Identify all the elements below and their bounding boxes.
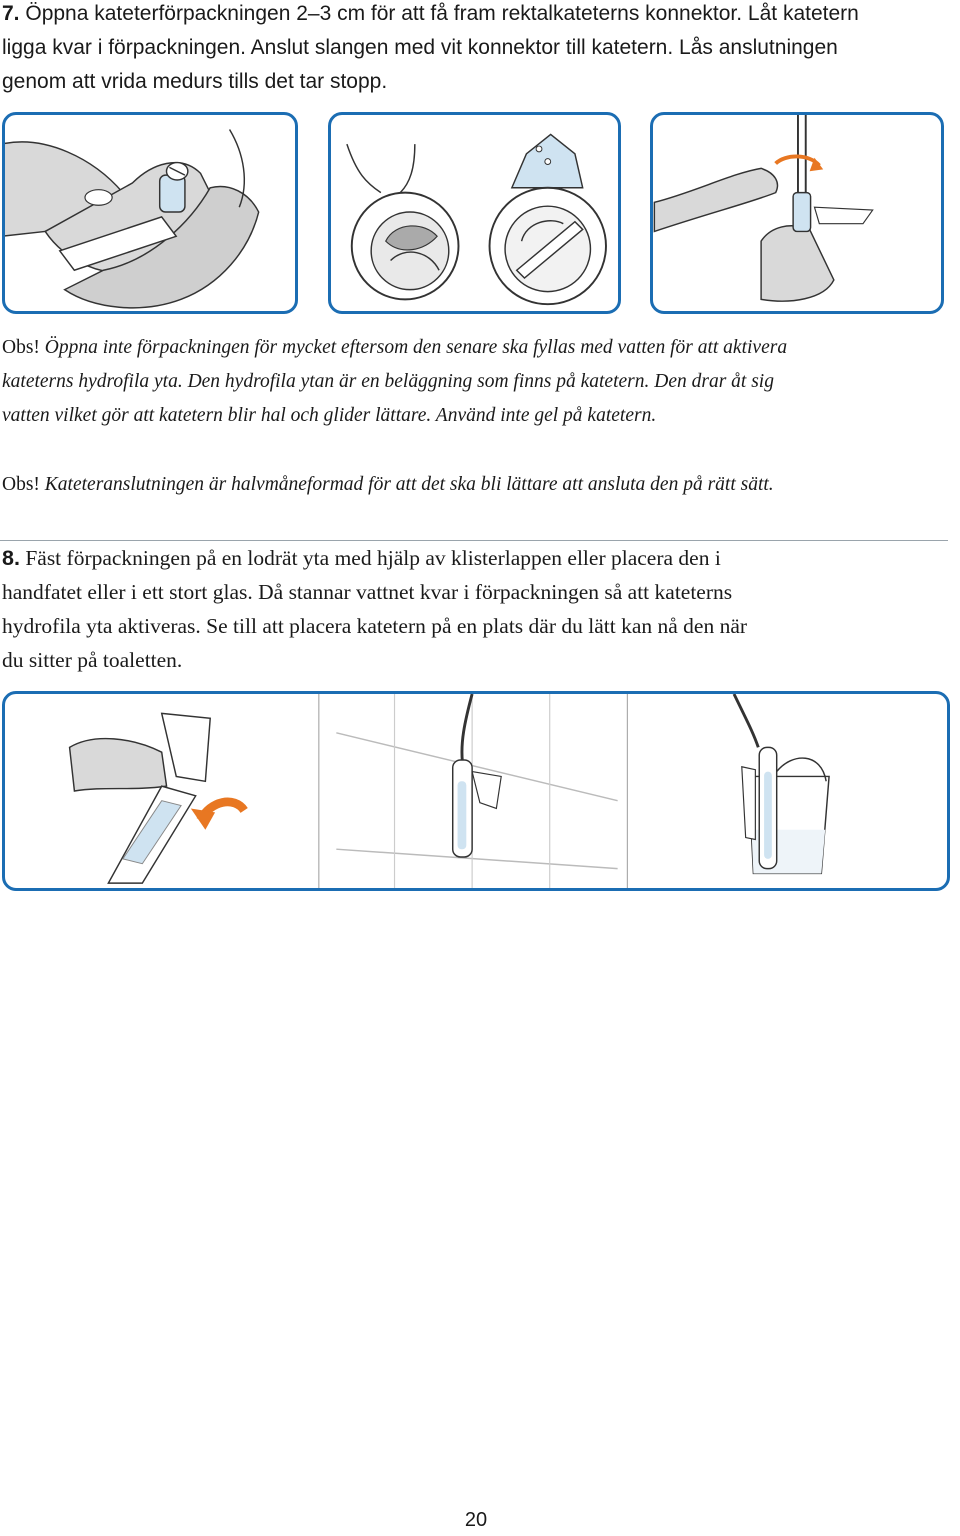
note-1-line-1: Öppna inte förpackningen för mycket eftersom den senare ska fyllas med vatten för att aktivera — [44, 337, 788, 358]
note-2-text: Kateteranslutningen är halvmåneformad för att det ska bli lättare att ansluta den på rätt sätt. — [44, 474, 774, 495]
step-7-line-2: ligga kvar i förpackningen. Anslut slangen med vit konnektor till katetern. Lås anslutningen — [2, 36, 838, 59]
illustration-open-package — [2, 112, 298, 314]
note-2-label: Obs! — [2, 474, 40, 495]
step-7-text — [2, 0, 952, 99]
twist-lock-illustration — [653, 115, 941, 311]
illustration-lock-connector — [650, 112, 944, 314]
step-7-line-3: genom att vrida medurs tills det tar stopp. — [2, 70, 388, 93]
illustration-connector-closeup — [328, 112, 621, 314]
step-8-number: 8. — [2, 546, 20, 570]
note-1-label: Obs! — [2, 337, 40, 358]
place-package-illustration — [5, 694, 947, 888]
hands-open-package-illustration — [5, 115, 295, 311]
illustration-place-package — [2, 691, 950, 891]
connector-closeup-illustration — [331, 115, 618, 311]
note-connector-shape — [2, 468, 942, 502]
step-8-text — [2, 541, 952, 677]
step-7-number: 7. — [2, 2, 20, 25]
note-hydrophilic — [2, 331, 942, 433]
step-7-line-1: Öppna kateterförpackningen 2–3 cm för att få fram rektalkateterns konnektor. Låt katetern — [25, 2, 859, 25]
note-1-line-3: vatten vilket gör att katetern blir hal och glider lättare. Använd inte gel på katetern. — [2, 405, 657, 426]
note-1-line-2: kateterns hydrofila yta. Den hydrofila ytan är en beläggning som finns på katetern. Den drar åt sig — [2, 371, 774, 392]
step-8-line-4: du sitter på toaletten. — [2, 648, 183, 672]
step-8-line-3: hydrofila yta aktiveras. Se till att placera katetern på en plats där du lätt kan nå den när — [2, 614, 748, 638]
page-number: 20 — [464, 1509, 488, 1531]
step-8-line-1: Fäst förpackningen på en lodrät yta med hjälp av klisterlappen eller placera den i — [25, 546, 721, 570]
step-8-line-2: handfatet eller i ett stort glas. Då stannar vattnet kvar i förpackningen så att kateterns — [2, 580, 733, 604]
